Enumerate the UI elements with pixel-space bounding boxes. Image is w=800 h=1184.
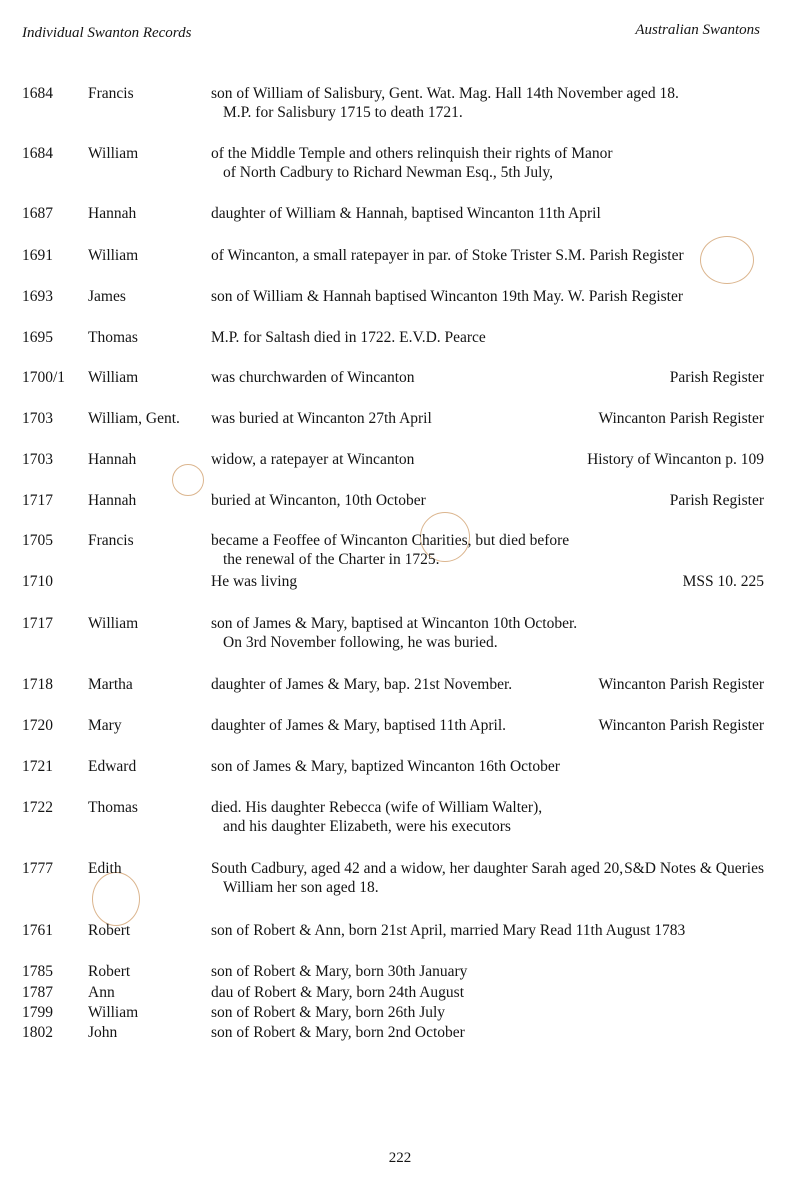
record-name: William bbox=[88, 247, 139, 264]
record-name: William bbox=[88, 1004, 139, 1021]
record-year: 1722 bbox=[22, 799, 53, 816]
record-description bbox=[211, 798, 771, 836]
record-description bbox=[211, 614, 771, 652]
record-year: 1799 bbox=[22, 1004, 53, 1021]
record-year: 1777 bbox=[22, 860, 53, 877]
record-source: Parish Register bbox=[669, 492, 764, 509]
record-line-1: was buried at Wincanton 27th April bbox=[211, 410, 432, 427]
record-year: 1684 bbox=[22, 85, 53, 102]
record-line-1: son of William & Hannah baptised Wincanton 19th May. W. Parish Register bbox=[211, 288, 684, 305]
record-year: 1693 bbox=[22, 288, 53, 305]
record-name: William bbox=[88, 145, 139, 162]
record-line-1: was churchwarden of Wincanton bbox=[211, 369, 415, 386]
record-description bbox=[211, 1003, 771, 1022]
record-name: William bbox=[88, 369, 139, 386]
record-name: Thomas bbox=[88, 799, 138, 816]
record-description bbox=[211, 983, 771, 1002]
record-line-2: M.P. for Salisbury 1715 to death 1721. bbox=[223, 104, 463, 121]
record-line-1: dau of Robert & Mary, born 24th August bbox=[211, 984, 464, 1001]
record-name: Edward bbox=[88, 758, 137, 775]
record-name: Edith bbox=[88, 860, 122, 877]
record-description bbox=[211, 84, 771, 122]
record-line-1: He was living bbox=[211, 573, 298, 590]
record-source: Wincanton Parish Register bbox=[598, 717, 764, 734]
record-year: 1718 bbox=[22, 676, 53, 693]
record-description bbox=[211, 1023, 771, 1042]
record-name: Ann bbox=[88, 984, 115, 1001]
record-name: James bbox=[88, 288, 126, 305]
record-line-1: of the Middle Temple and others relinquish their rights of Manor bbox=[211, 145, 613, 162]
record-year: 1691 bbox=[22, 247, 53, 264]
record-year: 1687 bbox=[22, 205, 53, 222]
record-line-2: William her son aged 18. bbox=[223, 879, 379, 896]
record-name: William bbox=[88, 615, 139, 632]
record-year: 1703 bbox=[22, 451, 53, 468]
record-line-1: son of Robert & Ann, born 21st April, married Mary Read 11th August 1783 bbox=[211, 922, 686, 939]
record-year: 1717 bbox=[22, 615, 53, 632]
record-year: 1717 bbox=[22, 492, 53, 509]
record-name: Thomas bbox=[88, 329, 138, 346]
record-name: Martha bbox=[88, 676, 133, 693]
stain-mark bbox=[92, 872, 140, 926]
running-header-right: Australian Swantons bbox=[635, 22, 760, 38]
record-year: 1720 bbox=[22, 717, 53, 734]
record-description bbox=[211, 531, 771, 569]
record-line-1: M.P. for Saltash died in 1722. E.V.D. Pearce bbox=[211, 329, 486, 346]
record-source: Wincanton Parish Register bbox=[598, 676, 764, 693]
record-description bbox=[211, 328, 771, 347]
record-line-1: daughter of James & Mary, baptised 11th April. bbox=[211, 717, 507, 734]
record-year: 1684 bbox=[22, 145, 53, 162]
record-line-2: and his daughter Elizabeth, were his executors bbox=[223, 818, 511, 835]
record-description bbox=[211, 144, 771, 182]
record-source: History of Wincanton p. 109 bbox=[587, 451, 764, 468]
record-year: 1785 bbox=[22, 963, 53, 980]
record-line-1: son of William of Salisbury, Gent. Wat. Mag. Hall 14th November aged 18. bbox=[211, 85, 679, 102]
record-description bbox=[211, 921, 771, 940]
record-line-1: widow, a ratepayer at Wincanton bbox=[211, 451, 415, 468]
stain-mark bbox=[172, 464, 204, 496]
record-year: 1802 bbox=[22, 1024, 53, 1041]
record-description bbox=[211, 757, 771, 776]
record-line-1: buried at Wincanton, 10th October bbox=[211, 492, 426, 509]
record-name: John bbox=[88, 1024, 118, 1041]
page-number: 222 bbox=[388, 1150, 412, 1166]
record-line-1: son of James & Mary, baptized Wincanton 16th October bbox=[211, 758, 560, 775]
record-source: Parish Register bbox=[669, 369, 764, 386]
record-description bbox=[211, 287, 771, 306]
record-line-1: son of James & Mary, baptised at Wincanton 10th October. bbox=[211, 615, 578, 632]
record-description bbox=[211, 204, 771, 223]
record-line-1: son of Robert & Mary, born 30th January bbox=[211, 963, 468, 980]
record-line-2: the renewal of the Charter in 1725. bbox=[223, 551, 440, 568]
record-year: 1700/1 bbox=[22, 369, 66, 386]
record-source: Wincanton Parish Register bbox=[598, 410, 764, 427]
running-header-left: Individual Swanton Records bbox=[22, 25, 192, 41]
record-name: Francis bbox=[88, 532, 134, 549]
record-year: 1703 bbox=[22, 410, 53, 427]
record-line-1: son of Robert & Mary, born 26th July bbox=[211, 1004, 446, 1021]
record-name: Francis bbox=[88, 85, 134, 102]
record-name: William, Gent. bbox=[88, 410, 180, 427]
record-name: Hannah bbox=[88, 492, 137, 509]
record-line-2: of North Cadbury to Richard Newman Esq., 5th July, bbox=[223, 164, 554, 181]
record-line-1: South Cadbury, aged 42 and a widow, her daughter Sarah aged 20, bbox=[211, 860, 624, 877]
record-line-1: son of Robert & Mary, born 2nd October bbox=[211, 1024, 465, 1041]
record-name: Robert bbox=[88, 963, 131, 980]
record-year: 1705 bbox=[22, 532, 53, 549]
record-name: Hannah bbox=[88, 205, 137, 222]
record-description bbox=[211, 962, 771, 981]
record-name: Robert bbox=[88, 922, 131, 939]
record-year: 1710 bbox=[22, 573, 53, 590]
record-line-2: On 3rd November following, he was buried. bbox=[223, 634, 498, 651]
record-source: S&D Notes & Queries bbox=[624, 860, 764, 877]
record-description bbox=[211, 246, 771, 265]
record-name: Mary bbox=[88, 717, 122, 734]
record-year: 1787 bbox=[22, 984, 53, 1001]
record-year: 1761 bbox=[22, 922, 53, 939]
record-line-1: became a Feoffee of Wincanton Charities, but died before bbox=[211, 532, 570, 549]
record-line-1: daughter of William & Hannah, baptised Wincanton 11th April bbox=[211, 205, 601, 222]
record-line-1: daughter of James & Mary, bap. 21st November. bbox=[211, 676, 513, 693]
record-line-1: of Wincanton, a small ratepayer in par. of Stoke Trister S.M. Parish Register bbox=[211, 247, 684, 264]
record-line-1: died. His daughter Rebecca (wife of William Walter), bbox=[211, 799, 543, 816]
record-name: Hannah bbox=[88, 451, 137, 468]
record-source: MSS 10. 225 bbox=[682, 573, 764, 590]
record-year: 1695 bbox=[22, 329, 53, 346]
record-year: 1721 bbox=[22, 758, 53, 775]
